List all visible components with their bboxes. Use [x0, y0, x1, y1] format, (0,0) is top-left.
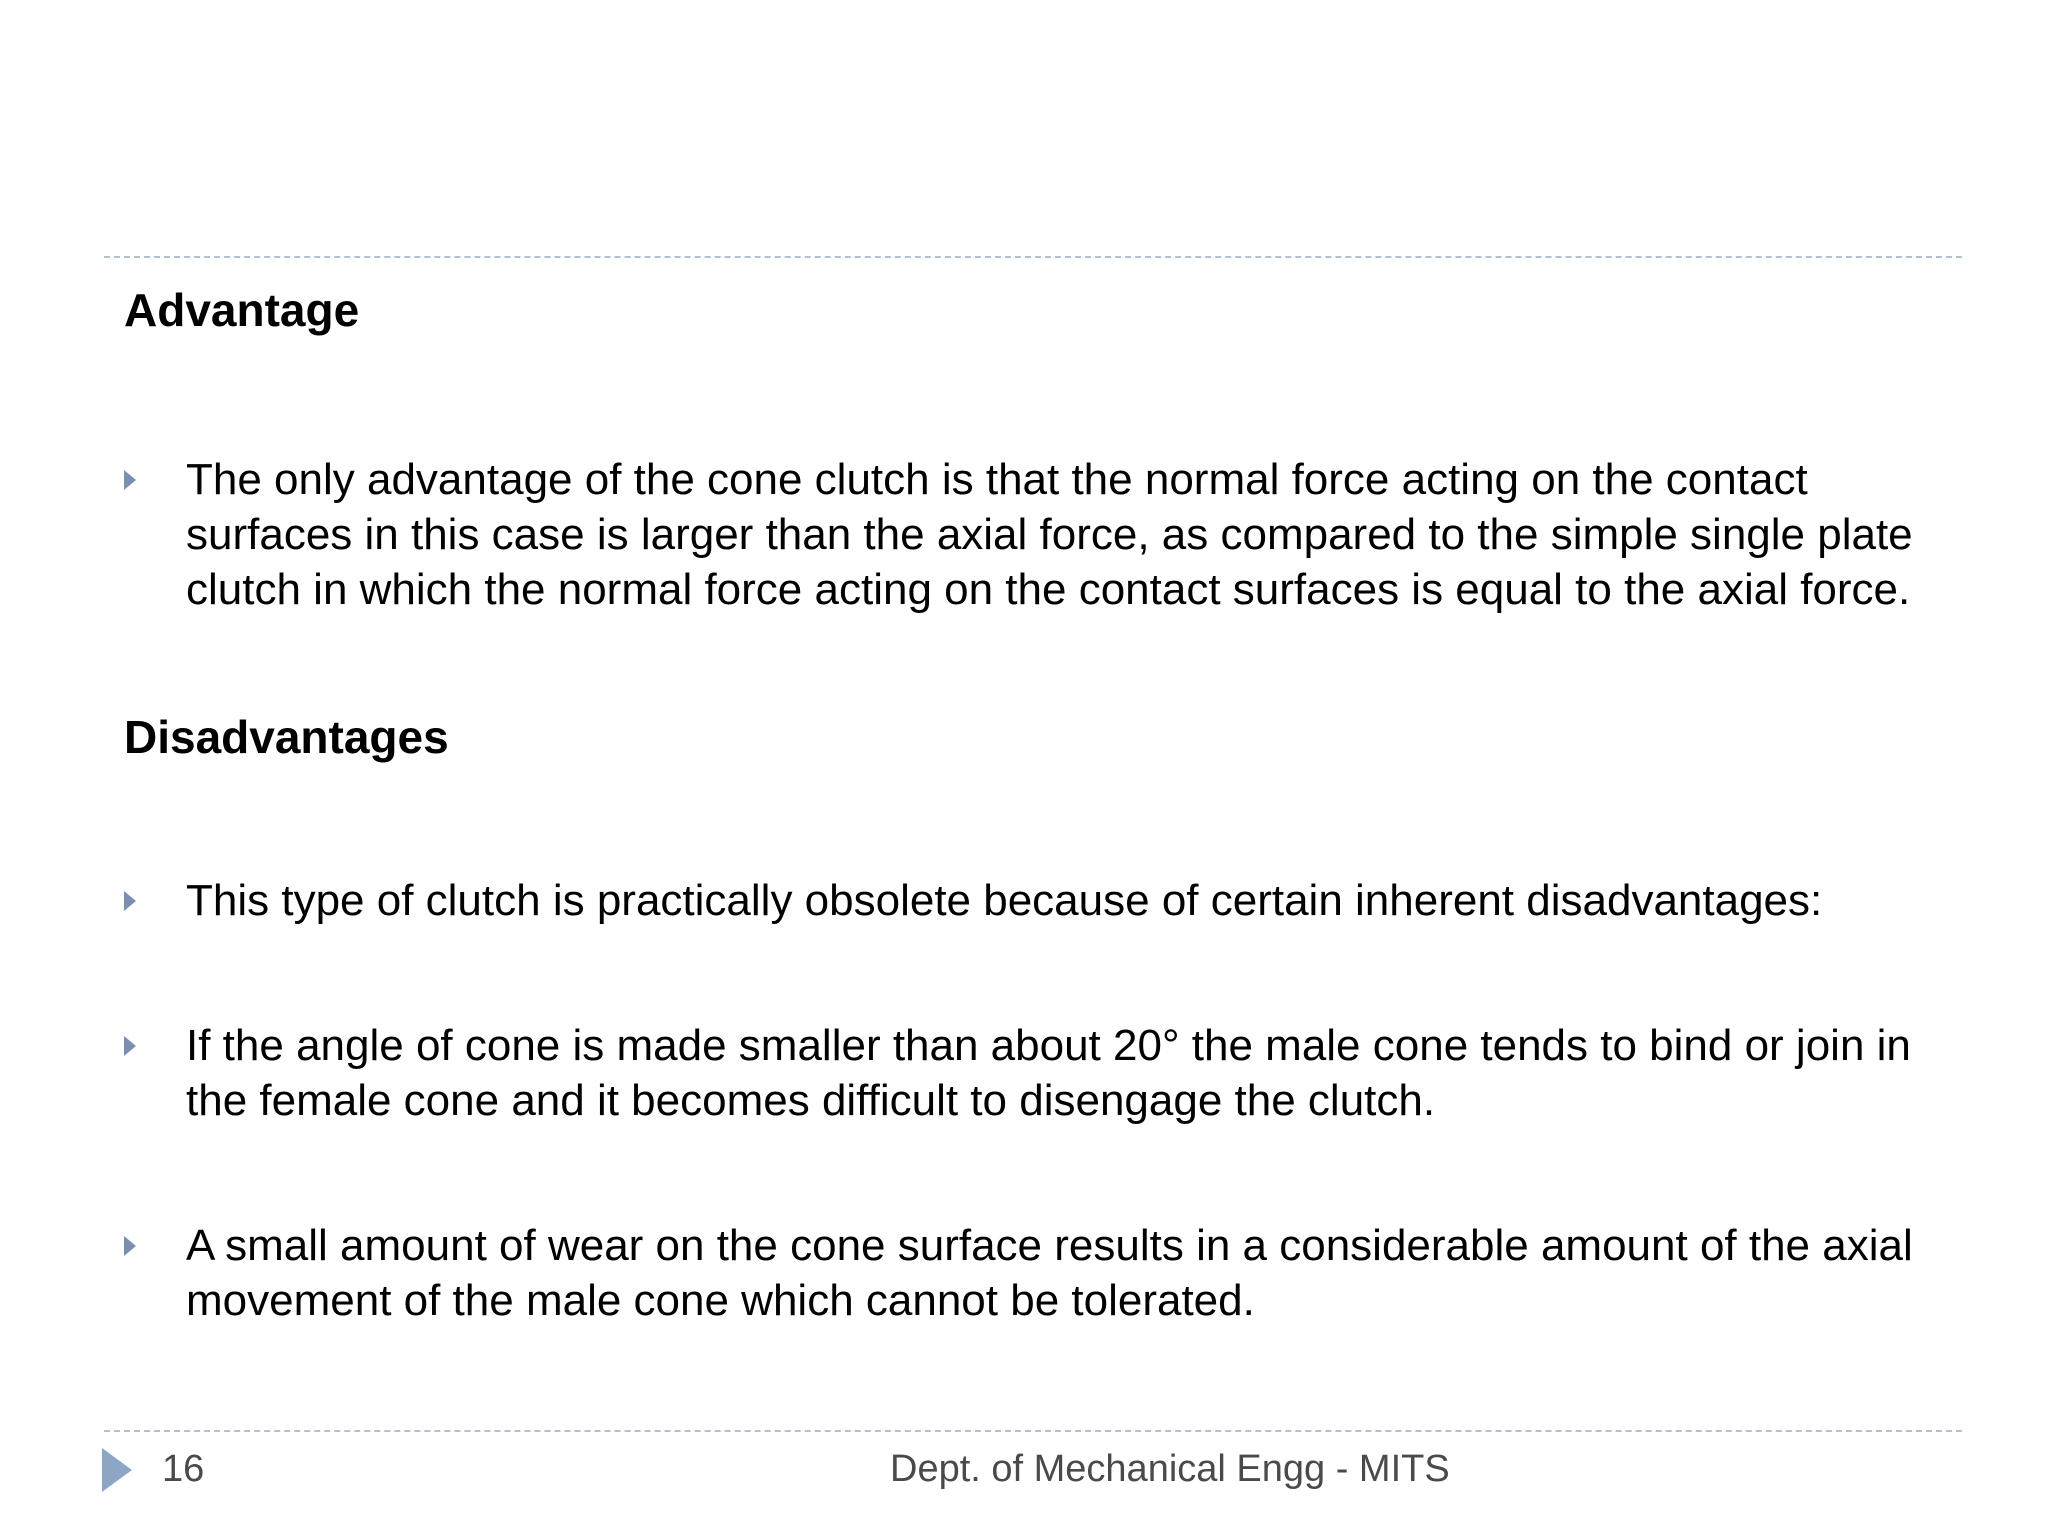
triangle-marker-icon: [102, 1448, 132, 1492]
triangle-bullet-icon: [124, 1036, 136, 1056]
page-number: 16: [162, 1448, 205, 1490]
top-divider: [104, 256, 1962, 258]
triangle-bullet-icon: [124, 1236, 136, 1256]
bullet-text: This type of clutch is practically obsolete because of certain inherent disadvantages:: [186, 876, 1823, 925]
triangle-bullet-icon: [124, 891, 136, 911]
disadvantage-bullet: [124, 1018, 1964, 1128]
slide-content: [124, 280, 1964, 1328]
advantage-bullet: [124, 452, 1964, 617]
bullet-text: The only advantage of the cone clutch is that the normal force acting on the contact surfaces in this case is larger than the axial force, as compared to the simple single plate clutch in which the normal force acting on the contact surfaces is equal to the axial force.: [186, 455, 1913, 614]
footer-department: Dept. of Mechanical Engg - MITS: [890, 1448, 1450, 1490]
bullet-text: If the angle of cone is made smaller than about 20° the male cone tends to bind or join in the female cone and it becomes difficult to disengage the clutch.: [186, 1021, 1911, 1125]
bullet-text: A small amount of wear on the cone surface results in a considerable amount of the axial movement of the male cone which cannot be tolerated.: [186, 1221, 1913, 1325]
bottom-divider: [104, 1430, 1962, 1432]
disadvantage-bullet: [124, 873, 1964, 928]
disadvantages-heading: Disadvantages: [124, 711, 449, 763]
triangle-bullet-icon: [124, 470, 136, 490]
disadvantage-bullet: [124, 1218, 1964, 1328]
advantage-heading: Advantage: [124, 284, 360, 336]
